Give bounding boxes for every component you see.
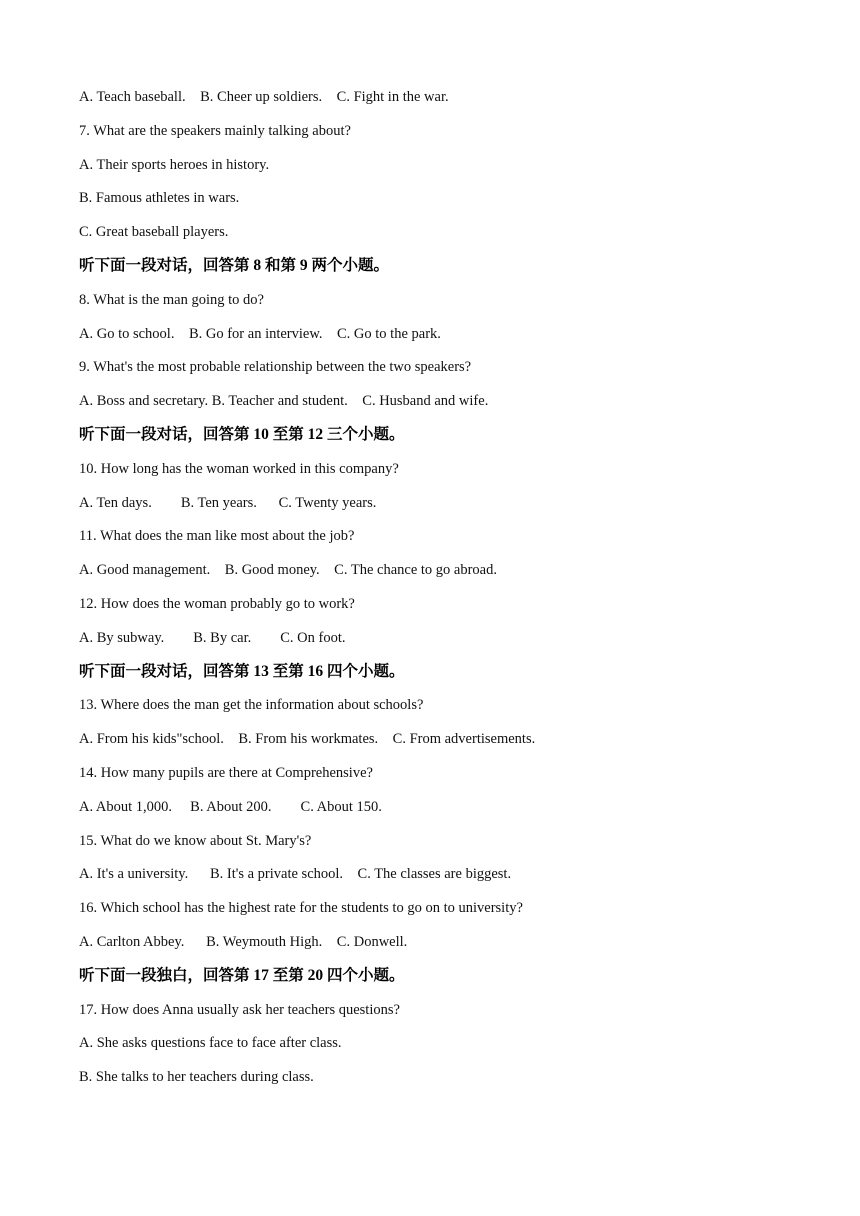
question-7: 7. What are the speakers mainly talking about? <box>79 122 351 139</box>
answer-options-q14: A. About 1,000. B. About 200. C. About 150. <box>79 798 382 815</box>
answer-options-q10: A. Ten days. B. Ten years. C. Twenty years. <box>79 494 377 511</box>
answer-options-q13: A. From his kids"school. B. From his workmates. C. From advertisements. <box>79 731 536 748</box>
question-11: 11. What does the man like most about the job? <box>79 528 355 545</box>
question-14: 14. How many pupils are there at Comprehensive? <box>79 764 373 781</box>
question-16: 16. Which school has the highest rate for the students to go on to university? <box>79 900 523 917</box>
answer-options-q11: A. Good management. B. Good money. C. The chance to go abroad. <box>79 562 497 579</box>
question-15: 15. What do we know about St. Mary's? <box>79 832 312 849</box>
question-10: 10. How long has the woman worked in this company? <box>79 460 399 477</box>
answer-options-q15: A. It's a university. B. It's a private school. C. The classes are biggest. <box>79 866 512 883</box>
option-17b: B. She talks to her teachers during class. <box>79 1069 314 1086</box>
answer-options-q9: A. Boss and secretary. B. Teacher and student. C. Husband and wife. <box>79 393 489 410</box>
section-heading-17-20: 听下面一段独白，回答第 17 至第 20 四个小题。 <box>79 966 405 984</box>
option-7c: C. Great baseball players. <box>79 224 229 241</box>
question-17: 17. How does Anna usually ask her teachers questions? <box>79 1001 400 1018</box>
section-heading-8-9: 听下面一段对话，回答第 8 和第 9 两个小题。 <box>79 256 390 274</box>
section-heading-10-12: 听下面一段对话，回答第 10 至第 12 三个小题。 <box>79 425 405 443</box>
question-12: 12. How does the woman probably go to work? <box>79 595 355 612</box>
document-page <box>79 86 799 1100</box>
question-8: 8. What is the man going to do? <box>79 291 264 308</box>
option-7a: A. Their sports heroes in history. <box>79 156 270 173</box>
answer-options-q8: A. Go to school. B. Go for an interview. C. Go to the park. <box>79 325 441 342</box>
question-13: 13. Where does the man get the information about schools? <box>79 697 424 714</box>
answer-options-q6: A. Teach baseball. B. Cheer up soldiers. C. Fight in the war. <box>79 89 449 105</box>
answer-options-q16: A. Carlton Abbey. B. Weymouth High. C. Donwell. <box>79 933 408 950</box>
section-heading-13-16: 听下面一段对话，回答第 13 至第 16 四个小题。 <box>79 662 405 680</box>
answer-options-q12: A. By subway. B. By car. C. On foot. <box>79 629 346 646</box>
option-17a: A. She asks questions face to face after class. <box>79 1035 342 1052</box>
question-9: 9. What's the most probable relationship between the two speakers? <box>79 359 472 376</box>
option-7b: B. Famous athletes in wars. <box>79 190 240 207</box>
